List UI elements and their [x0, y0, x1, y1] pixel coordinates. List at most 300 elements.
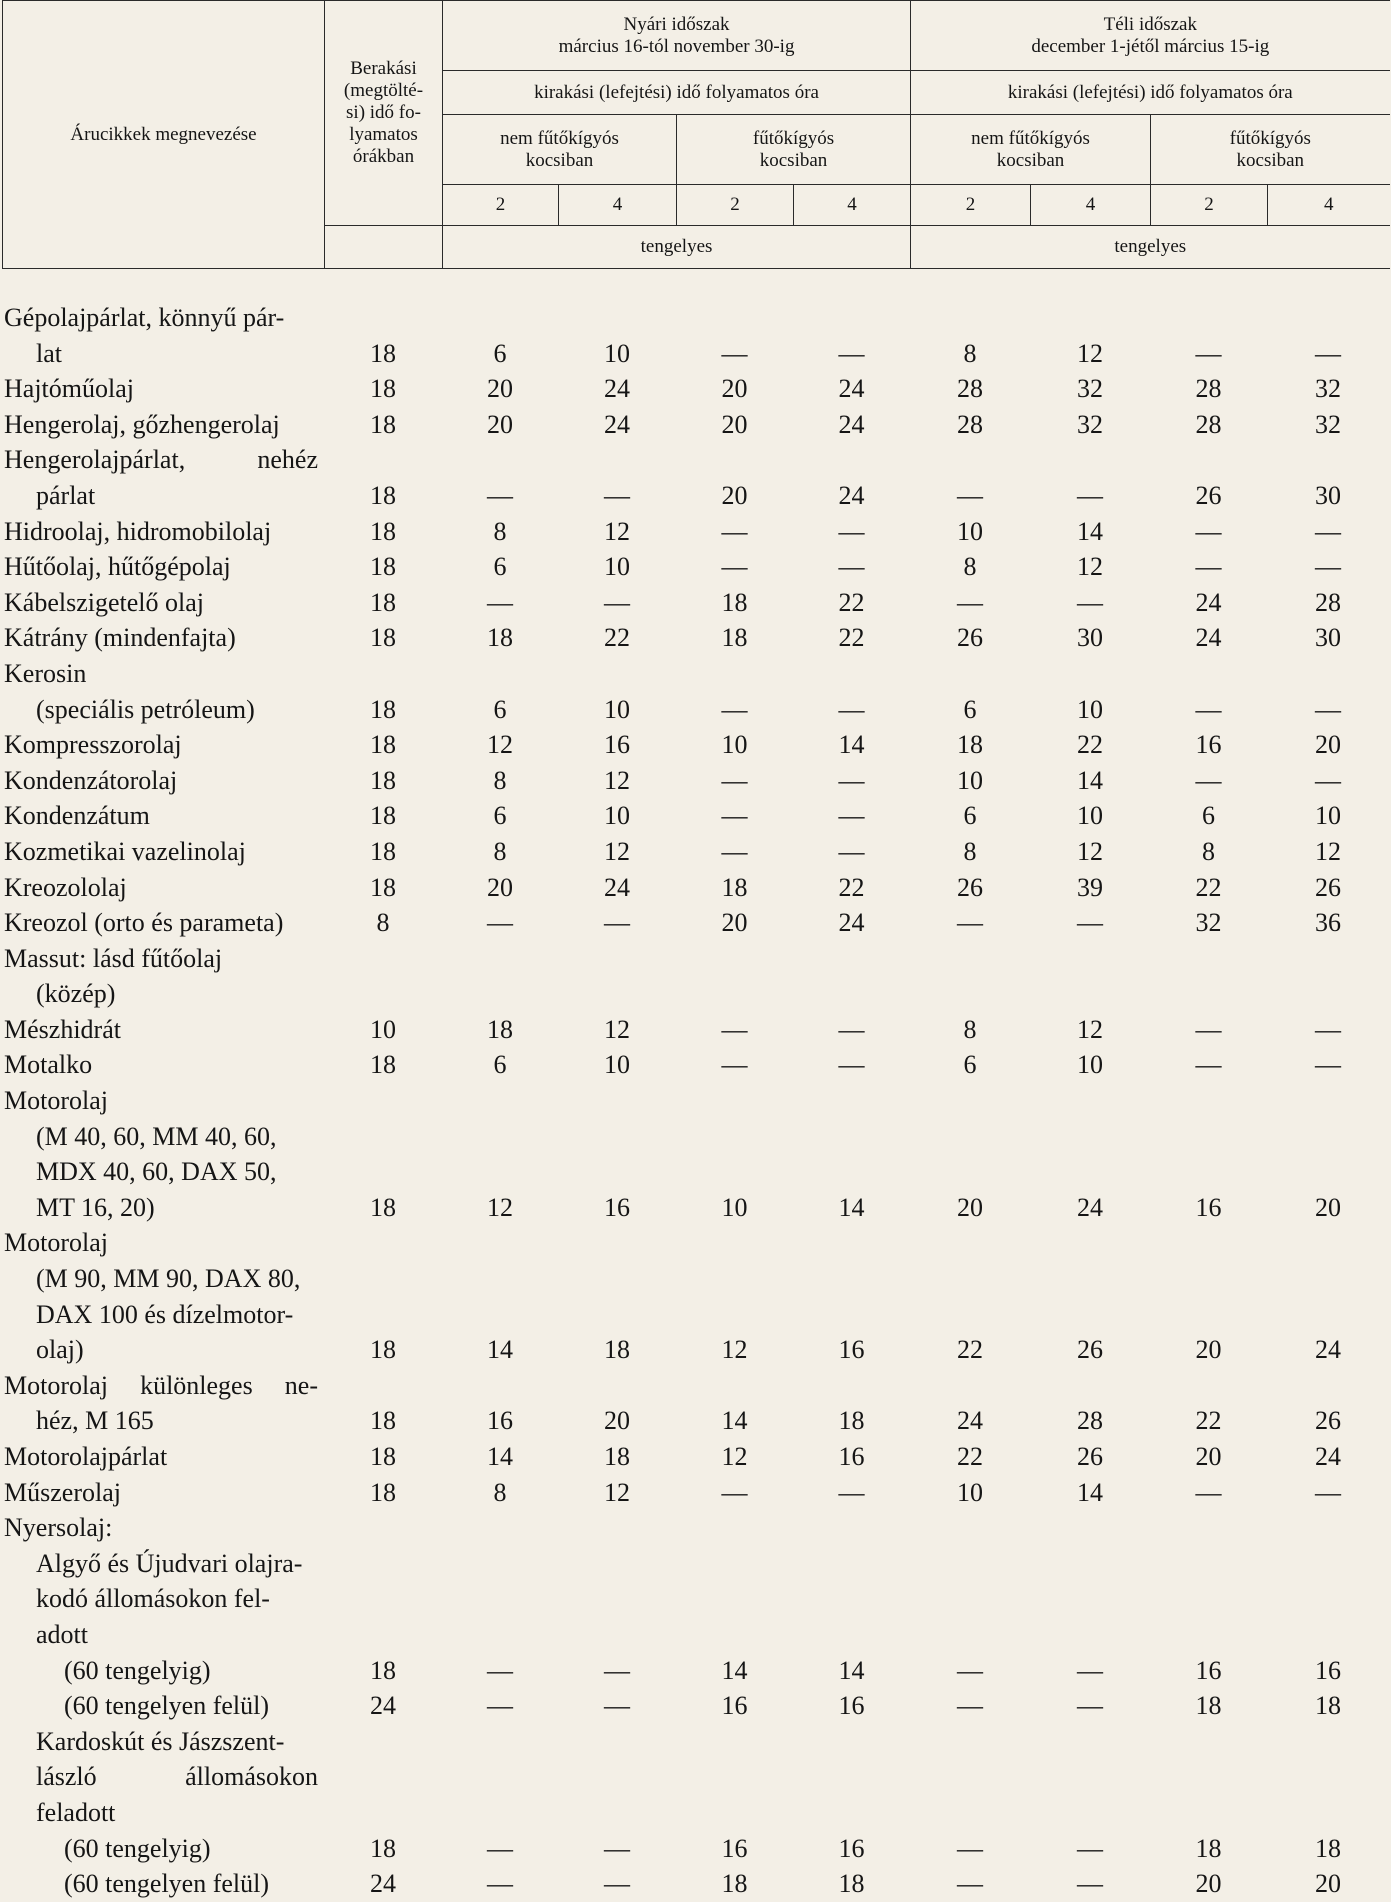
table-row	[2, 585, 1389, 621]
row-unload-time: 18	[838, 1406, 865, 1436]
row-unload-time: —	[487, 908, 513, 938]
row-unload-time: —	[1315, 1050, 1341, 1080]
row-unload-time: 22	[1195, 872, 1222, 902]
row-unload-time: 10	[604, 1050, 630, 1080]
row-unload-time: —	[957, 1655, 983, 1685]
row-unload-time: 20	[721, 374, 748, 404]
row-unload-time: 20	[487, 872, 513, 902]
row-unload-time: 10	[1315, 801, 1341, 831]
row-unload-time: —	[604, 1833, 630, 1863]
row-name-line: (60 tengelyen felül)	[64, 1691, 270, 1721]
row-unload-time	[676, 1510, 793, 1546]
row-unload-time: 6	[963, 801, 977, 831]
row-unload-time: 8	[963, 836, 977, 866]
row-loading-time	[324, 941, 442, 1012]
header-axle: 4	[1031, 185, 1151, 226]
row-name	[2, 549, 324, 585]
row-unload-time: —	[721, 765, 748, 795]
row-name-line: DAX 100 és dízelmotor-	[36, 1299, 294, 1329]
row-unload-time: —	[721, 1050, 748, 1080]
row-unload-time: 10	[957, 516, 983, 546]
row-name-line: Hengerolaj, gőzhengerolaj	[4, 409, 280, 439]
row-unload-time: 16	[721, 1691, 748, 1721]
table-row	[2, 1688, 1389, 1724]
row-unload-time: 22	[604, 623, 630, 653]
row-unload-time: 10	[1077, 1050, 1103, 1080]
row-name	[2, 407, 324, 443]
row-unload-time	[910, 941, 1030, 1012]
row-unload-time: 22	[838, 623, 865, 653]
row-unload-time: 26	[957, 872, 983, 902]
row-unload-time	[1030, 1510, 1150, 1546]
row-unload-time	[676, 941, 793, 1012]
row-unload-time: 8	[493, 765, 507, 795]
row-unload-time: —	[1077, 587, 1103, 617]
row-name-line: (M 90, MM 90, DAX 80,	[36, 1264, 301, 1294]
row-loading-time: 18	[370, 338, 396, 368]
row-unload-time: 20	[1195, 1335, 1222, 1365]
header-winter-unheated: nem fűtőkígyós kocsiban	[911, 115, 1151, 185]
row-unload-time: 26	[1315, 872, 1341, 902]
row-loading-time: 18	[370, 1833, 396, 1863]
row-unload-time: 20	[604, 1406, 630, 1436]
header-axle: 2	[1151, 185, 1268, 226]
row-name-line: Kreozol (orto és parameta)	[4, 908, 284, 938]
row-name-line: Kondenzátum	[4, 801, 150, 831]
header-winter-axle-label: tengelyes	[911, 226, 1390, 269]
row-loading-time: 18	[370, 480, 396, 510]
table-row	[2, 620, 1389, 656]
row-unload-time: 14	[838, 730, 865, 760]
row-name	[2, 1866, 324, 1902]
row-unload-time: —	[838, 694, 865, 724]
row-name-line: (60 tengelyig)	[64, 1655, 211, 1685]
row-loading-time: 18	[370, 730, 396, 760]
row-unload-time	[442, 1724, 558, 1831]
row-name-line: (60 tengelyen felül)	[64, 1869, 270, 1899]
row-loading-time: 18	[370, 409, 396, 439]
row-unload-time: —	[721, 694, 748, 724]
row-name-line: Kreozololaj	[4, 872, 127, 902]
row-unload-time: 14	[838, 1655, 865, 1685]
row-unload-time: 28	[957, 409, 983, 439]
row-name-line: Nyersolaj:	[4, 1513, 113, 1543]
row-unload-time: 10	[1077, 801, 1103, 831]
table-row	[2, 941, 1389, 1012]
row-name	[2, 300, 324, 371]
header-name-column: Árucikkek megnevezése	[3, 1, 325, 269]
row-unload-time: 24	[604, 409, 630, 439]
row-unload-time: —	[1315, 552, 1341, 582]
row-unload-time: 16	[1315, 1655, 1341, 1685]
row-name-line: Motalko	[4, 1050, 93, 1080]
row-unload-time: 24	[957, 1406, 983, 1436]
row-unload-time: 20	[1195, 1869, 1222, 1899]
row-name	[2, 620, 324, 656]
row-name	[2, 1510, 324, 1546]
row-unload-time: 14	[487, 1335, 513, 1365]
row-unload-time: 18	[487, 623, 513, 653]
row-unload-time: 39	[1077, 872, 1103, 902]
row-unload-time: 30	[1315, 623, 1341, 653]
row-unload-time: 6	[493, 1050, 507, 1080]
row-unload-time: 16	[487, 1406, 513, 1436]
row-loading-time: 18	[370, 1442, 396, 1471]
row-unload-time: 24	[1077, 1192, 1103, 1222]
row-unload-time: 12	[1077, 1014, 1103, 1044]
row-unload-time: —	[487, 1655, 513, 1685]
row-unload-time: 20	[487, 374, 513, 404]
row-unload-time: 18	[721, 1869, 748, 1899]
row-unload-time: 10	[604, 694, 630, 724]
row-name-line: kodó állomásokon fel-	[36, 1584, 270, 1614]
row-unload-time: 10	[604, 801, 630, 831]
row-unload-time: —	[721, 552, 748, 582]
row-unload-time: 12	[1077, 338, 1103, 368]
row-unload-time: —	[1077, 908, 1103, 938]
row-unload-time: —	[604, 587, 630, 617]
row-unload-time: 14	[838, 1192, 865, 1222]
row-name-line: olaj)	[36, 1335, 84, 1365]
row-loading-time	[324, 1510, 442, 1546]
row-unload-time: 24	[1195, 623, 1222, 653]
row-unload-time	[793, 941, 910, 1012]
table-row	[2, 549, 1389, 585]
row-unload-time: 12	[487, 730, 513, 760]
row-name-line: héz, M 165	[36, 1406, 154, 1436]
row-unload-time: —	[487, 1833, 513, 1863]
table-row	[2, 798, 1389, 834]
row-unload-time: 6	[493, 552, 507, 582]
row-unload-time: —	[838, 1014, 865, 1044]
row-unload-time	[793, 1546, 910, 1653]
table-row	[2, 834, 1389, 870]
row-unload-time: 6	[493, 338, 507, 368]
row-name	[2, 514, 324, 550]
row-unload-time: —	[957, 1691, 983, 1721]
row-unload-time: 26	[1077, 1442, 1103, 1471]
row-unload-time: —	[1315, 1477, 1341, 1507]
row-name-line: (60 tengelyig)	[64, 1833, 211, 1863]
row-unload-time: —	[1195, 516, 1222, 546]
header-summer-heated: fűtőkígyós kocsiban	[677, 115, 911, 185]
row-unload-time	[676, 1724, 793, 1831]
row-loading-time: 10	[370, 1014, 396, 1044]
row-unload-time: 18	[957, 730, 983, 760]
row-unload-time: 14	[487, 1442, 513, 1471]
row-unload-time: 16	[838, 1335, 865, 1365]
row-name-line: Hűtőolaj, hűtőgépolaj	[4, 552, 231, 582]
row-name-line: Kondenzátorolaj	[4, 765, 178, 795]
row-unload-time	[1267, 1510, 1389, 1546]
row-unload-time: 24	[1315, 1335, 1341, 1365]
row-unload-time: 12	[604, 516, 630, 546]
row-unload-time: —	[721, 1014, 748, 1044]
table-row	[2, 870, 1389, 906]
row-unload-time: 16	[838, 1442, 865, 1471]
row-name-line: párlat	[36, 480, 96, 510]
row-unload-time: 8	[963, 338, 977, 368]
header-summer-unload: kirakási (lefejtési) idő folyamatos óra	[443, 71, 911, 115]
row-unload-time: 22	[838, 587, 865, 617]
table-row	[2, 300, 1389, 371]
row-name	[2, 1047, 324, 1083]
row-name-line: Kátrány (mindenfajta)	[4, 623, 236, 653]
row-unload-time: 36	[1315, 908, 1341, 938]
row-name-line: MT 16, 20)	[36, 1192, 155, 1222]
row-unload-time: 20	[721, 409, 748, 439]
row-name	[2, 1653, 324, 1689]
row-unload-time: 16	[1195, 730, 1222, 760]
row-unload-time: —	[1077, 1691, 1103, 1721]
row-unload-time: —	[604, 908, 630, 938]
row-name-line: (M 40, 60, MM 40, 60,	[36, 1121, 277, 1151]
table-row	[2, 1546, 1389, 1653]
row-unload-time: —	[1195, 1050, 1222, 1080]
row-unload-time	[1150, 1546, 1267, 1653]
header-axle: 4	[1268, 185, 1390, 226]
row-loading-time: 18	[370, 516, 396, 546]
row-unload-time	[558, 1510, 676, 1546]
row-unload-time: 28	[1315, 587, 1341, 617]
row-unload-time: 24	[1195, 587, 1222, 617]
row-unload-time	[1267, 1724, 1389, 1831]
row-unload-time: —	[957, 1833, 983, 1863]
row-name	[2, 371, 324, 407]
row-unload-time: 32	[1195, 908, 1222, 938]
row-unload-time: 12	[1077, 836, 1103, 866]
header-loading-time: Berakási (megtölté- si) idő fo- lyamatos órákban	[325, 1, 443, 226]
row-loading-time: 18	[370, 1192, 396, 1222]
row-unload-time: 22	[1195, 1406, 1222, 1436]
row-unload-time: —	[1315, 516, 1341, 546]
row-unload-time: —	[1195, 1014, 1222, 1044]
row-name-line: Hengerolajpárlat, nehéz	[4, 445, 318, 475]
row-unload-time	[1150, 941, 1267, 1012]
row-unload-time: 32	[1077, 409, 1103, 439]
row-name	[2, 1439, 324, 1475]
row-name-line: Motorolajpárlat	[4, 1442, 168, 1471]
row-unload-time: 18	[1315, 1691, 1341, 1721]
row-loading-time: 18	[370, 587, 396, 617]
row-name-line: Mészhidrát	[4, 1014, 121, 1044]
row-name-line: Műszerolaj	[4, 1477, 121, 1507]
row-unload-time: 12	[487, 1192, 513, 1222]
row-unload-time: —	[1315, 694, 1341, 724]
table-row	[2, 905, 1389, 941]
row-unload-time: 18	[721, 623, 748, 653]
row-unload-time: —	[1195, 338, 1222, 368]
row-unload-time: 14	[1077, 1477, 1103, 1507]
row-name	[2, 1368, 324, 1439]
table-row	[2, 1083, 1389, 1225]
row-unload-time: 30	[1077, 623, 1103, 653]
row-loading-time: 18	[370, 801, 396, 831]
row-name-line: feladott	[36, 1797, 116, 1827]
row-unload-time: —	[838, 1477, 865, 1507]
table-row	[2, 442, 1389, 513]
row-unload-time: 16	[604, 1192, 630, 1222]
row-unload-time: 10	[721, 1192, 748, 1222]
row-unload-time	[558, 1546, 676, 1653]
row-unload-time: 12	[604, 765, 630, 795]
row-unload-time: 20	[487, 409, 513, 439]
header-summer-unheated: nem fűtőkígyós kocsiban	[443, 115, 677, 185]
row-name-line: Kozmetikai vazelinolaj	[4, 836, 246, 866]
row-unload-time: 26	[1195, 480, 1222, 510]
row-unload-time: —	[957, 908, 983, 938]
row-unload-time: 24	[1315, 1442, 1341, 1471]
row-unload-time: 24	[604, 872, 630, 902]
table-header	[2, 0, 1390, 269]
row-unload-time: —	[838, 552, 865, 582]
row-unload-time: —	[487, 1869, 513, 1899]
row-name	[2, 1083, 324, 1225]
row-unload-time: 10	[1077, 694, 1103, 724]
row-unload-time	[1267, 941, 1389, 1012]
row-name	[2, 1546, 324, 1653]
row-loading-time: 18	[370, 836, 396, 866]
row-loading-time: 18	[370, 694, 396, 724]
row-name-line: Kerosin	[4, 658, 87, 688]
table-row	[2, 1368, 1389, 1439]
row-unload-time: 18	[838, 1869, 865, 1899]
row-unload-time: —	[838, 836, 865, 866]
row-unload-time: 32	[1077, 374, 1103, 404]
row-unload-time: —	[1195, 1477, 1222, 1507]
row-unload-time: 18	[721, 872, 748, 902]
row-unload-time: —	[604, 480, 630, 510]
row-name-line: lászló állomásokon	[36, 1762, 318, 1792]
row-unload-time	[442, 941, 558, 1012]
row-loading-time: 18	[370, 1477, 396, 1507]
header-axle: 4	[794, 185, 911, 226]
row-name-line: Massut: lásd fűtőolaj	[4, 943, 223, 973]
row-name	[2, 1475, 324, 1511]
row-loading-time: 18	[370, 765, 396, 795]
row-unload-time	[1267, 1546, 1389, 1653]
header-winter-period: Téli időszak december 1-jétől március 15-ig	[911, 1, 1390, 71]
row-unload-time: 12	[604, 836, 630, 866]
row-unload-time: 8	[493, 836, 507, 866]
row-loading-time: 18	[370, 374, 396, 404]
row-unload-time: 6	[1202, 801, 1215, 831]
row-name	[2, 585, 324, 621]
row-unload-time: 14	[721, 1406, 748, 1436]
row-loading-time: 8	[376, 908, 390, 938]
row-unload-time: 6	[493, 801, 507, 831]
row-unload-time: —	[957, 480, 983, 510]
row-unload-time: —	[838, 1050, 865, 1080]
row-unload-time: 14	[1077, 516, 1103, 546]
row-unload-time: 22	[1077, 730, 1103, 760]
header-winter-unload: kirakási (lefejtési) idő folyamatos óra	[911, 71, 1390, 115]
row-loading-time	[324, 1724, 442, 1831]
row-name-line: lat	[36, 338, 62, 368]
table-row	[2, 763, 1389, 799]
row-unload-time: 16	[1195, 1192, 1222, 1222]
row-unload-time: 24	[838, 480, 865, 510]
row-unload-time: 10	[604, 338, 630, 368]
row-unload-time: 6	[963, 694, 977, 724]
row-unload-time: 28	[1077, 1406, 1103, 1436]
row-name	[2, 727, 324, 763]
table-row	[2, 1510, 1389, 1546]
row-unload-time: 30	[1315, 480, 1341, 510]
row-unload-time: 24	[838, 374, 865, 404]
row-unload-time: —	[487, 587, 513, 617]
row-unload-time: 18	[1315, 1833, 1341, 1863]
row-unload-time: —	[957, 587, 983, 617]
row-unload-time: 22	[957, 1335, 983, 1365]
row-unload-time	[910, 1510, 1030, 1546]
table-row	[2, 1439, 1389, 1475]
row-unload-time	[676, 1546, 793, 1653]
table-row	[2, 1012, 1389, 1048]
header-axle: 4	[559, 185, 677, 226]
row-unload-time: —	[1077, 1833, 1103, 1863]
table-row	[2, 1724, 1389, 1831]
row-name-line: adott	[36, 1619, 88, 1649]
row-unload-time: 10	[957, 765, 983, 795]
header-axle: 2	[911, 185, 1031, 226]
header-axle: 2	[443, 185, 559, 226]
row-loading-time: 18	[370, 1335, 396, 1365]
row-unload-time: 26	[957, 623, 983, 653]
row-unload-time: —	[1315, 338, 1341, 368]
table-row	[2, 407, 1389, 443]
header-summer-axle-label: tengelyes	[443, 226, 911, 269]
row-name	[2, 1724, 324, 1831]
row-unload-time: 12	[604, 1014, 630, 1044]
row-unload-time: 20	[1195, 1442, 1222, 1471]
row-loading-time: 18	[370, 872, 396, 902]
row-unload-time: —	[1077, 480, 1103, 510]
row-unload-time: 18	[604, 1442, 630, 1471]
row-name-line: Gépolajpárlat, könnyű pár-	[4, 303, 285, 332]
header-summer-period: Nyári időszak március 16-tól november 30-ig	[443, 1, 911, 71]
row-unload-time: —	[1077, 1655, 1103, 1685]
row-unload-time: —	[1315, 765, 1341, 795]
row-name-line: (közép)	[36, 979, 116, 1009]
row-unload-time	[910, 1546, 1030, 1653]
row-unload-time: —	[604, 1691, 630, 1721]
row-loading-time: 18	[370, 552, 396, 582]
row-unload-time: 12	[721, 1335, 748, 1365]
row-unload-time: 16	[838, 1691, 865, 1721]
row-unload-time	[793, 1510, 910, 1546]
row-unload-time: 32	[1315, 409, 1341, 439]
row-unload-time: —	[1195, 552, 1222, 582]
row-unload-time: —	[487, 480, 513, 510]
row-unload-time	[1150, 1724, 1267, 1831]
row-name-line: Hajtóműolaj	[4, 374, 134, 404]
row-unload-time: —	[487, 1691, 513, 1721]
table-row	[2, 727, 1389, 763]
row-name-line: Motorolaj különleges ne-	[4, 1370, 318, 1400]
table-row	[2, 1866, 1389, 1902]
row-unload-time: 12	[721, 1442, 748, 1471]
row-unload-time: 16	[838, 1833, 865, 1863]
row-loading-time: 24	[370, 1869, 396, 1899]
row-unload-time: —	[1077, 1869, 1103, 1899]
row-name	[2, 941, 324, 1012]
table-row	[2, 656, 1389, 727]
row-unload-time: 32	[1315, 374, 1341, 404]
row-unload-time: 28	[1195, 409, 1222, 439]
data-table	[2, 300, 1389, 1902]
row-unload-time: —	[721, 516, 748, 546]
